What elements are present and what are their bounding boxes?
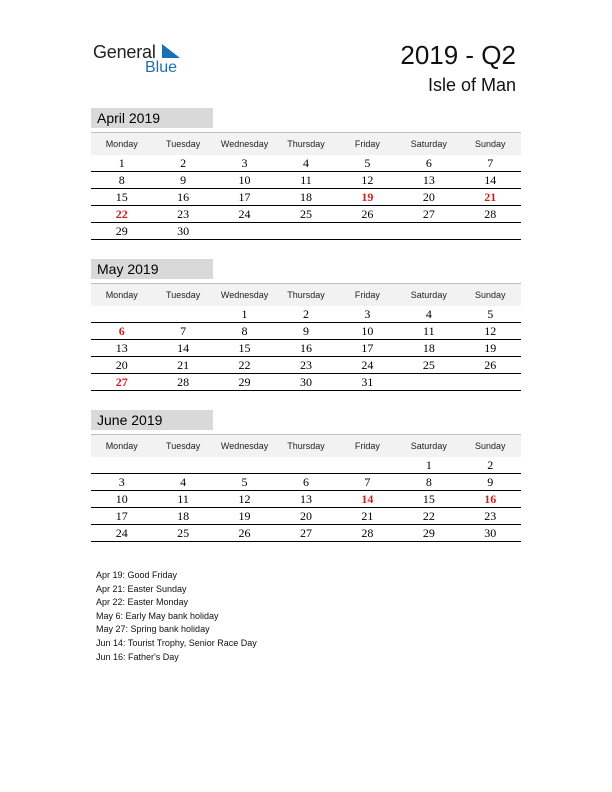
day-cell: 6: [425, 156, 432, 170]
day-cell: 21: [361, 509, 374, 523]
day-cell: 1: [425, 458, 432, 472]
week-row: [91, 206, 521, 223]
day-cell: [152, 306, 213, 322]
day-cell: 16: [177, 190, 190, 204]
day-cell: 25: [422, 358, 435, 372]
week-row: [91, 357, 521, 374]
day-cell: 11: [300, 173, 312, 187]
weekday-label: Saturday: [410, 139, 447, 149]
week-row: [91, 457, 521, 474]
week-row: [91, 323, 521, 340]
day-cell: 3: [241, 156, 248, 170]
day-cell: 16: [299, 341, 312, 355]
day-cell: 7: [487, 156, 494, 170]
week-row: [91, 508, 521, 525]
day-cell: 28: [177, 375, 190, 389]
day-cell: 9: [180, 173, 187, 187]
day-cell: [337, 223, 398, 239]
day-cell: 12: [361, 173, 374, 187]
holiday-list: [96, 569, 257, 664]
day-cell: 2: [487, 458, 494, 472]
day-cell: 9: [487, 475, 494, 489]
day-cell: 6: [118, 324, 125, 338]
holiday-item: Apr 19: Good Friday: [96, 570, 178, 580]
weekday-label: Sunday: [474, 139, 506, 149]
day-cell: [152, 457, 213, 473]
day-cell: 5: [364, 156, 371, 170]
day-cell: 28: [361, 526, 374, 540]
day-cell: 3: [364, 307, 371, 321]
day-cell: 27: [299, 526, 312, 540]
holiday-item: May 6: Early May bank holiday: [96, 610, 219, 621]
weekday-label: Monday: [105, 441, 138, 451]
holiday-item: May 27: Spring bank holiday: [96, 624, 210, 635]
logo-general-text: General: [93, 42, 156, 62]
month-title: April 2019: [91, 108, 213, 128]
week-row: [91, 155, 521, 172]
day-cell: [460, 223, 521, 239]
month-title: May 2019: [91, 259, 213, 279]
weekday-label: Wednesday: [220, 290, 269, 300]
weekday-header: [91, 283, 521, 306]
day-cell: 14: [484, 173, 497, 187]
day-cell: 25: [177, 526, 190, 540]
day-cell: 16: [484, 492, 497, 506]
day-cell: 21: [484, 190, 497, 204]
day-cell: 7: [180, 324, 187, 338]
day-cell: 15: [422, 492, 435, 506]
logo: [93, 40, 193, 80]
day-cell: 5: [241, 475, 248, 489]
day-cell: 2: [180, 156, 187, 170]
weekday-label: Tuesday: [166, 139, 201, 149]
day-cell: 4: [425, 307, 432, 321]
holiday-item: Apr 22: Easter Monday: [96, 597, 189, 608]
day-cell: 6: [302, 475, 309, 489]
day-cell: 21: [177, 358, 190, 372]
weekday-label: Friday: [354, 139, 380, 149]
day-cell: 14: [361, 492, 374, 506]
day-cell: 19: [484, 341, 497, 355]
day-cell: 30: [484, 526, 497, 540]
day-cell: 30: [177, 224, 190, 238]
day-cell: 22: [115, 207, 128, 221]
day-cell: [275, 457, 336, 473]
day-cell: 1: [118, 156, 125, 170]
weekday-label: Friday: [354, 290, 380, 300]
day-cell: 10: [238, 173, 251, 187]
week-row: [91, 374, 521, 391]
day-cell: 15: [115, 190, 128, 204]
day-cell: 22: [238, 358, 251, 372]
logo-blue-text: Blue: [145, 59, 178, 76]
day-cell: [398, 223, 459, 239]
day-cell: 23: [484, 509, 497, 523]
day-cell: 11: [423, 324, 435, 338]
holiday-item: Jun 14: Tourist Trophy, Senior Race Day: [96, 637, 257, 648]
day-cell: 29: [238, 375, 251, 389]
day-cell: 10: [361, 324, 374, 338]
weekday-header: [91, 132, 521, 155]
day-cell: 1: [241, 307, 248, 321]
day-cell: 20: [422, 190, 435, 204]
day-cell: 13: [299, 492, 312, 506]
day-cell: 26: [238, 526, 251, 540]
day-cell: 13: [422, 173, 435, 187]
day-cell: [398, 374, 459, 390]
day-cell: 24: [238, 207, 251, 221]
day-cell: 17: [115, 509, 128, 523]
logo-flag-icon: [162, 44, 180, 58]
day-cell: 10: [115, 492, 128, 506]
day-cell: 4: [302, 156, 309, 170]
day-cell: 14: [177, 341, 190, 355]
day-cell: [214, 457, 275, 473]
day-cell: 5: [487, 307, 494, 321]
day-cell: 20: [299, 509, 312, 523]
day-cell: [460, 374, 521, 390]
week-row: [91, 340, 521, 357]
day-cell: [214, 223, 275, 239]
region-name: Isle of Man: [427, 75, 516, 95]
weekday-label: Saturday: [410, 290, 447, 300]
weekday-label: Tuesday: [166, 290, 201, 300]
day-cell: 3: [118, 475, 125, 489]
day-cell: 20: [115, 358, 128, 372]
week-row: [91, 474, 521, 491]
day-cell: 12: [484, 324, 497, 338]
day-cell: 11: [177, 492, 189, 506]
day-cell: 9: [302, 324, 309, 338]
day-cell: 17: [361, 341, 374, 355]
day-cell: 19: [238, 509, 251, 523]
day-cell: 24: [115, 526, 128, 540]
day-cell: 25: [299, 207, 312, 221]
weekday-label: Friday: [354, 441, 380, 451]
day-cell: 2: [302, 307, 309, 321]
day-cell: [275, 223, 336, 239]
weekday-label: Thursday: [287, 139, 325, 149]
day-cell: 27: [422, 207, 435, 221]
day-cell: 26: [361, 207, 374, 221]
month-title: June 2019: [91, 410, 213, 430]
weekday-label: Monday: [105, 290, 138, 300]
day-cell: 12: [238, 492, 251, 506]
day-cell: 18: [177, 509, 190, 523]
day-cell: [337, 457, 398, 473]
weekday-label: Tuesday: [166, 441, 201, 451]
day-cell: 17: [238, 190, 251, 204]
week-row: [91, 172, 521, 189]
day-cell: 30: [299, 375, 312, 389]
day-cell: 26: [484, 358, 497, 372]
day-cell: 8: [425, 475, 432, 489]
day-cell: 18: [299, 190, 312, 204]
day-cell: 18: [422, 341, 435, 355]
day-cell: 13: [115, 341, 128, 355]
day-cell: 23: [177, 207, 190, 221]
week-row: [91, 306, 521, 323]
day-cell: 28: [484, 207, 497, 221]
month-may: [91, 259, 521, 391]
day-cell: 31: [361, 375, 374, 389]
day-cell: [91, 306, 152, 322]
day-cell: 22: [422, 509, 435, 523]
day-cell: 8: [241, 324, 248, 338]
holiday-item: Jun 16: Father's Day: [96, 651, 179, 662]
day-cell: 29: [422, 526, 435, 540]
weekday-label: Monday: [105, 139, 138, 149]
weekday-header: [91, 434, 521, 457]
weekday-label: Saturday: [410, 441, 447, 451]
day-cell: 4: [180, 475, 187, 489]
day-cell: 27: [115, 375, 128, 389]
month-june: [91, 410, 521, 542]
holiday-item: Apr 21: Easter Sunday: [96, 583, 187, 594]
day-cell: 29: [115, 224, 128, 238]
week-row: [91, 525, 521, 542]
day-cell: 19: [361, 190, 374, 204]
day-cell: 15: [238, 341, 251, 355]
week-row: [91, 189, 521, 206]
day-cell: 24: [361, 358, 374, 372]
weekday-label: Thursday: [287, 441, 325, 451]
day-cell: 8: [118, 173, 125, 187]
weekday-label: Sunday: [474, 290, 506, 300]
weekday-label: Wednesday: [220, 139, 269, 149]
month-april: [91, 108, 521, 240]
day-cell: [91, 457, 152, 473]
week-row: [91, 223, 521, 240]
weekday-label: Wednesday: [220, 441, 269, 451]
weekday-label: Thursday: [287, 290, 325, 300]
day-cell: 23: [299, 358, 312, 372]
day-cell: 7: [364, 475, 371, 489]
week-row: [91, 491, 521, 508]
weekday-label: Sunday: [474, 441, 506, 451]
page-title: 2019 - Q2: [400, 40, 516, 70]
